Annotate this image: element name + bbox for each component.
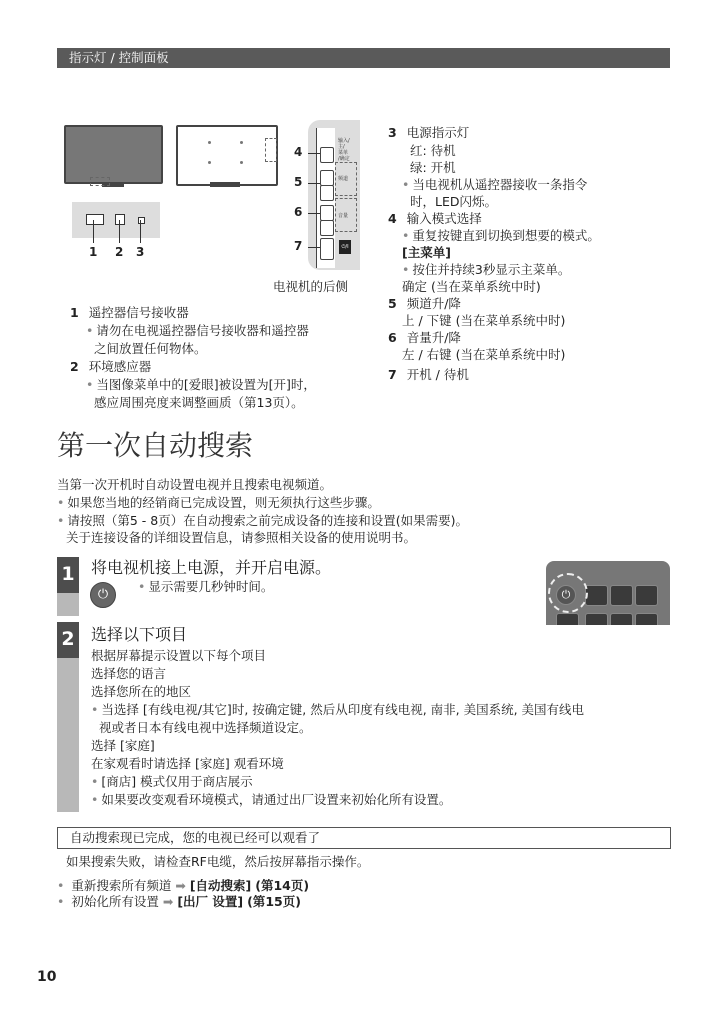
section-header-bar [57, 48, 670, 68]
channel-up-button[interactable] [320, 170, 334, 186]
list-title: 频道升/降 [406, 296, 461, 311]
list-num: 7 [388, 367, 397, 382]
list-num: 2 [70, 359, 79, 374]
section-intro: 当第一次开机时自动设置电视并且搜索电视频道。 [57, 477, 333, 492]
list-note: • 请勿在电视遥控器信号接收器和遥控器 [86, 322, 309, 339]
arrow-right-icon: ➡ [175, 878, 186, 893]
list-title: 环境感应器 [88, 359, 152, 374]
list-num: 4 [388, 211, 397, 226]
list-title: 遥控器信号接收器 [88, 305, 189, 320]
list-line: 确定 (当在菜单系统中时) [402, 279, 541, 294]
section-header-title: 指示灯 / 控制面板 [69, 50, 169, 65]
step2-note-cont: 视或者日本有线电视中选择频道设定。 [99, 720, 312, 735]
ambient-sensor [115, 214, 125, 225]
list-note: • 当电视机从遥控器接收一条指令 [402, 176, 587, 193]
step2-title: 选择以下项目 [91, 625, 188, 644]
step2-note: • 当选择 [有线电视/其它]时, 按确定键, 然后从印度有线电视, 南非, 美国系统, 美国有线电 [91, 701, 584, 718]
tv-front-illustration [64, 125, 163, 184]
power-button[interactable] [320, 238, 334, 260]
fail-hint: 如果搜索失败，请检查RF电缆，然后按屏幕指示操作。 [66, 854, 370, 869]
rear-detail-marker [265, 138, 277, 162]
section-bullet: • 如果您当地的经销商已完成设置，则无须执行这些步骤。 [57, 494, 380, 511]
done-box [57, 827, 671, 849]
list-note-cont: 感应周围亮度来调整画质（第13页）。 [94, 395, 304, 410]
callout-3: 3 [136, 245, 145, 259]
channel-down-button[interactable] [320, 185, 334, 201]
step1-note: • 显示需要几秒钟时间。 [138, 578, 273, 595]
step2-note: • [商店] 模式仅用于商店展示 [91, 773, 253, 790]
list-num: 3 [388, 125, 397, 140]
section-bullet-cont: 关于连接设备的详细设置信息，请参照相关设备的使用说明书。 [66, 530, 417, 545]
front-detail-marker [90, 177, 110, 186]
list-title: 输入模式选择 [406, 211, 482, 226]
section-bullet: • 请按照（第5 - 8页）在自动搜索之前完成设备的连接和设置(如果需要)。 [57, 512, 468, 529]
reference-link[interactable]: • 重新搜索所有频道 ➡ [自动搜索] (第14页) [57, 877, 309, 894]
input-menu-ok-button[interactable] [320, 147, 334, 163]
volume-up-button[interactable] [320, 205, 334, 221]
page-number: 10 [37, 969, 57, 985]
arrow-right-icon: ➡ [162, 894, 174, 909]
step1-title: 将电视机接上电源，并开启电源。 [91, 558, 332, 577]
list-title: 开机 / 待机 [406, 367, 469, 382]
indicator-green: 绿: 开机 [410, 160, 456, 175]
panel-label-ch: 频道 [338, 176, 349, 182]
list-line: 上 / 下键 (当在菜单系统中时) [402, 313, 566, 328]
list-note-cont: 时，LED闪烁。 [410, 194, 497, 209]
tv-rear-illustration [176, 125, 278, 186]
front-panel-zoom [72, 202, 160, 238]
reference-link[interactable]: • 初始化所有设置 ➡ [出厂 设置] (第15页) [57, 893, 301, 910]
list-line: 左 / 右键 (当在菜单系统中时) [402, 347, 566, 362]
callout-4: 4 [294, 145, 303, 159]
panel-power-symbol: ⏻/I [339, 240, 351, 254]
list-sub: [主菜单] [402, 245, 451, 260]
volume-down-button[interactable] [320, 220, 334, 236]
callout-1: 1 [89, 245, 98, 259]
list-num: 6 [388, 330, 397, 345]
callout-6: 6 [294, 205, 303, 219]
list-note: • 重复按键直到切换到想要的模式。 [402, 227, 600, 244]
panel-label-input: 输入/ 主/ 菜单 /确定 [338, 138, 350, 162]
list-num: 1 [70, 305, 79, 320]
list-note-cont: 之间放置任何物体。 [94, 341, 207, 356]
callout-5: 5 [294, 175, 303, 189]
step2-sub: 选择 [家庭] [91, 738, 155, 753]
list-title: 音量升/降 [406, 330, 461, 345]
done-text: 自动搜索现已完成，您的电视已经可以观看了 [70, 830, 321, 845]
step2-line: 选择您的语言 [91, 666, 167, 681]
remote-sensor [86, 214, 104, 225]
list-title: 电源指示灯 [406, 125, 470, 140]
panel-label-vol: 音量 [338, 213, 349, 219]
list-num: 5 [388, 296, 397, 311]
section-title: 第一次自动搜索 [57, 429, 254, 462]
step2-line: 选择您所在的地区 [91, 684, 192, 699]
indicator-red: 红: 待机 [410, 143, 456, 158]
step2-line: 根据屏幕提示设置以下每个项目 [91, 648, 267, 663]
list-note: • 按住并持续3秒显示主菜单。 [402, 261, 570, 278]
remote-highlight-circle [548, 573, 588, 613]
remote-power-key: ⏻ [556, 585, 576, 605]
power-icon: ⏻ [90, 582, 116, 608]
callout-7: 7 [294, 239, 303, 253]
rear-caption: 电视机的后侧 [273, 279, 349, 294]
tv-diagram [60, 120, 370, 295]
step2-number: 2 [61, 628, 75, 650]
step1-number: 1 [61, 563, 75, 585]
step2-sub-line: 在家观看时请选择 [家庭] 观看环境 [91, 756, 284, 771]
remote-illustration [546, 561, 670, 625]
step2-note: • 如果要改变观看环境模式，请通过出厂设置来初始化所有设置。 [91, 791, 451, 808]
callout-2: 2 [115, 245, 124, 259]
list-note: • 当图像菜单中的[爱眼]被设置为[开]时， [86, 376, 316, 393]
